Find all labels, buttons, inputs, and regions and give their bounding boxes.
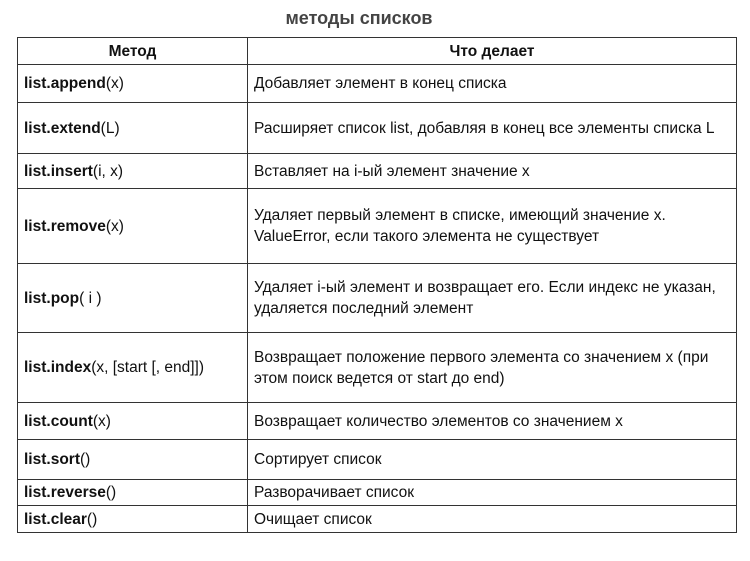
method-args: (x) bbox=[92, 412, 111, 430]
page-title: методы списков bbox=[285, 8, 433, 28]
table-row bbox=[18, 480, 737, 506]
method-name: list.count bbox=[24, 412, 93, 430]
table-row bbox=[18, 103, 737, 154]
table-row bbox=[18, 440, 737, 480]
method-name: list.append bbox=[24, 75, 106, 92]
method-args: (x, [start [, end]]) bbox=[91, 359, 205, 376]
method-name: list.pop bbox=[24, 289, 80, 307]
method-args: (x) bbox=[105, 217, 124, 235]
method-cell bbox=[18, 65, 248, 103]
description-cell: Удаляет первый элемент в списке, имеющий значение x. ValueError, если такого элемента не существует bbox=[248, 189, 737, 264]
method-args: (x) bbox=[105, 75, 124, 92]
method-cell bbox=[18, 333, 248, 403]
method-cell bbox=[18, 103, 248, 154]
method-args: ( i ) bbox=[79, 289, 102, 307]
description-cell: Сортирует список bbox=[248, 440, 737, 480]
table-row bbox=[18, 189, 737, 264]
method-args: () bbox=[105, 484, 117, 501]
method-cell bbox=[18, 189, 248, 264]
description-cell: Добавляет элемент в конец списка bbox=[248, 65, 737, 103]
table-header-row bbox=[18, 38, 737, 65]
method-args: (i, x) bbox=[92, 162, 124, 180]
method-name: list.extend bbox=[24, 119, 101, 137]
description-cell: Разворачивает список bbox=[248, 480, 737, 506]
method-name: list.insert bbox=[24, 162, 93, 180]
method-cell bbox=[18, 506, 248, 533]
table-row bbox=[18, 65, 737, 103]
method-name: list.remove bbox=[24, 217, 106, 235]
methods-table bbox=[17, 37, 737, 533]
description-cell: Расширяет список list, добавляя в конец все элементы списка L bbox=[248, 103, 737, 154]
table-row bbox=[18, 506, 737, 533]
description-cell: Удаляет i-ый элемент и возвращает его. Если индекс не указан, удаляется последний элемент bbox=[248, 264, 737, 333]
method-cell bbox=[18, 154, 248, 189]
method-cell bbox=[18, 264, 248, 333]
description-cell: Возвращает положение первого элемента со значением x (при этом поиск ведется от start до end) bbox=[248, 333, 737, 403]
method-cell bbox=[18, 480, 248, 506]
description-cell: Очищает список bbox=[248, 506, 737, 533]
table-row bbox=[18, 403, 737, 440]
description-cell: Вставляет на i-ый элемент значение x bbox=[248, 154, 737, 189]
table-row bbox=[18, 333, 737, 403]
method-cell bbox=[18, 403, 248, 440]
method-name: list.sort bbox=[24, 451, 80, 468]
column-header-method: Метод bbox=[18, 38, 248, 65]
description-cell: Возвращает количество элементов со значением x bbox=[248, 403, 737, 440]
method-args: () bbox=[86, 510, 98, 528]
table-row bbox=[18, 154, 737, 189]
method-args: () bbox=[79, 451, 91, 468]
column-header-description: Что делает bbox=[248, 38, 737, 65]
method-name: list.clear bbox=[24, 510, 87, 528]
method-cell bbox=[18, 440, 248, 480]
table-row bbox=[18, 264, 737, 333]
method-args: (L) bbox=[100, 119, 120, 137]
method-name: list.reverse bbox=[24, 484, 106, 501]
method-name: list.index bbox=[24, 359, 92, 376]
